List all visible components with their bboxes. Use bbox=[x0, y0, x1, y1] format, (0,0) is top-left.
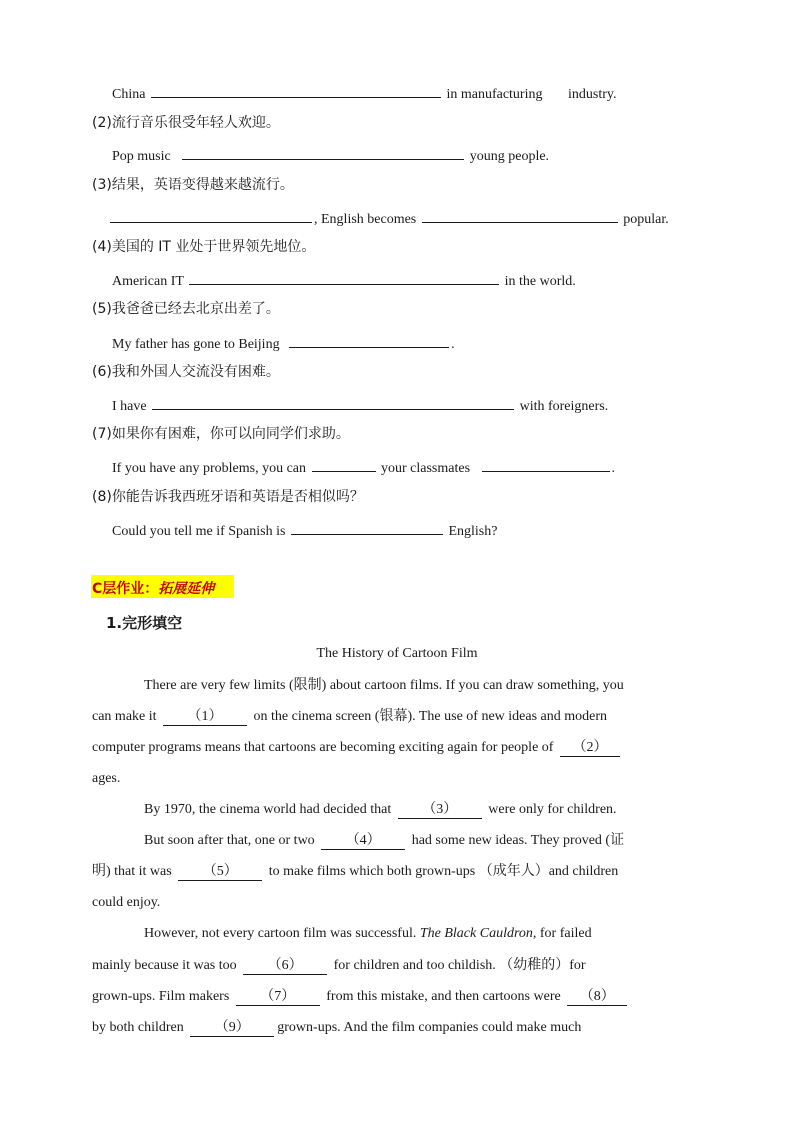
passage-text: computer programs means that cartoons are becoming exciting again for people of bbox=[92, 740, 554, 755]
q4-text-a: American IT bbox=[112, 274, 184, 289]
q8-chinese: (8)你能告诉我西班牙语和英语是否相似吗？ bbox=[92, 489, 364, 505]
passage-text: grown-ups. And the film companies could make much bbox=[277, 1020, 582, 1035]
q7-text-a: If you have any problems, you can bbox=[112, 461, 306, 476]
section-c-label: C层作业： bbox=[92, 581, 159, 597]
q3-answer-line bbox=[108, 208, 669, 229]
answer-blank[interactable] bbox=[182, 145, 464, 160]
passage-text: were only for children. bbox=[488, 802, 617, 817]
q8-text-a: Could you tell me if Spanish is bbox=[112, 524, 286, 539]
q2-answer-line bbox=[112, 145, 549, 166]
answer-blank[interactable] bbox=[289, 333, 449, 348]
passage-text: mainly because it was too bbox=[92, 958, 237, 973]
q4-answer-line bbox=[112, 270, 576, 291]
passage-text: from this mistake, and then cartoons were bbox=[326, 989, 561, 1004]
q6-answer-line bbox=[112, 395, 608, 416]
q6-text-a: I have bbox=[112, 399, 147, 414]
q5-text-a: My father has gone to Beijing bbox=[112, 337, 280, 352]
passage-line bbox=[92, 957, 586, 975]
passage-text: can make it bbox=[92, 709, 157, 724]
blank-9[interactable]: （9） bbox=[190, 1020, 274, 1037]
q1-text-b: in manufacturing bbox=[446, 87, 543, 102]
cloze-heading: 1.完形填空 bbox=[106, 614, 183, 632]
passage-text: There are very few limits (限制) about cartoon films. If you can draw something, you bbox=[144, 678, 624, 693]
answer-blank[interactable] bbox=[291, 520, 443, 535]
blank-3[interactable]: （3） bbox=[398, 802, 482, 819]
passage-line bbox=[92, 863, 618, 881]
passage-text: By 1970, the cinema world had decided that bbox=[144, 802, 392, 817]
passage-text: 明) that it was bbox=[92, 864, 172, 879]
q5-text-b: . bbox=[451, 337, 455, 352]
q3-chinese: (3)结果，英语变得越来越流行。 bbox=[92, 177, 294, 193]
q8-answer-line bbox=[112, 520, 497, 541]
passage-text: , for failed bbox=[532, 926, 592, 941]
q3-text-a: , English becomes bbox=[314, 212, 417, 227]
answer-blank[interactable] bbox=[312, 457, 376, 472]
q7-text-b: your classmates bbox=[381, 461, 471, 476]
passage-line bbox=[144, 832, 624, 850]
passage-line bbox=[92, 739, 623, 757]
blank-4[interactable]: （4） bbox=[321, 833, 405, 850]
answer-blank[interactable] bbox=[110, 208, 312, 223]
answer-blank[interactable] bbox=[152, 395, 514, 410]
q8-text-b: English? bbox=[448, 524, 498, 539]
q4-text-b: in the world. bbox=[504, 274, 576, 289]
q2-text-b: young people. bbox=[469, 149, 550, 164]
passage-text: could enjoy. bbox=[92, 895, 161, 910]
passage-line bbox=[92, 1019, 581, 1037]
q1-text-a: China bbox=[112, 87, 146, 102]
q7-chinese: (7)如果你有困难，你可以向同学们求助。 bbox=[92, 426, 350, 442]
passage-line bbox=[92, 770, 120, 788]
passage-text: on the cinema screen (银幕). The use of new ideas and modern bbox=[253, 709, 608, 724]
q4-chinese: (4)美国的 IT 业处于世界领先地位。 bbox=[92, 239, 316, 255]
section-c-rest: 拓展延伸 bbox=[158, 581, 215, 597]
q5-chinese: (5)我爸爸已经去北京出差了。 bbox=[92, 301, 280, 317]
film-title: The Black Cauldron bbox=[419, 926, 533, 941]
blank-7[interactable]: （7） bbox=[236, 989, 320, 1006]
blank-5[interactable]: （5） bbox=[178, 864, 262, 881]
passage-line bbox=[92, 894, 160, 912]
passage-line bbox=[92, 708, 607, 726]
passage-title: The History of Cartoon Film bbox=[316, 646, 478, 661]
blank-2[interactable]: （2） bbox=[560, 740, 620, 757]
passage-text: to make films which both grown-ups （成年人）and children bbox=[268, 864, 619, 879]
q7-text-c: . bbox=[611, 461, 616, 476]
answer-blank[interactable] bbox=[422, 208, 618, 223]
q2-chinese: (2)流行音乐很受年轻人欢迎。 bbox=[92, 115, 280, 131]
passage-text: grown-ups. Film makers bbox=[92, 989, 230, 1004]
passage-line bbox=[144, 677, 624, 695]
blank-8[interactable]: （8） bbox=[567, 989, 627, 1006]
q1-text-c: industry. bbox=[567, 87, 617, 102]
passage-text: However, not every cartoon film was successful. bbox=[144, 926, 417, 941]
blank-1[interactable]: （1） bbox=[163, 709, 247, 726]
q6-chinese: (6)我和外国人交流没有困难。 bbox=[92, 364, 280, 380]
answer-blank[interactable] bbox=[189, 270, 499, 285]
passage-line bbox=[144, 801, 617, 819]
passage-text: ages. bbox=[92, 771, 121, 786]
passage-text: had some new ideas. They proved (证 bbox=[411, 833, 625, 848]
passage-text: by both children bbox=[92, 1020, 184, 1035]
q7-answer-line bbox=[112, 457, 615, 478]
section-c-heading bbox=[92, 578, 214, 598]
q2-text-a: Pop music bbox=[112, 149, 171, 164]
passage-text: But soon after that, one or two bbox=[144, 833, 315, 848]
blank-6[interactable]: （6） bbox=[243, 958, 327, 975]
passage-line bbox=[92, 988, 630, 1006]
passage-line bbox=[144, 925, 592, 943]
q3-text-b: popular. bbox=[623, 212, 669, 227]
q1-answer-line bbox=[112, 83, 616, 104]
q5-answer-line bbox=[112, 333, 455, 354]
q6-text-b: with foreigners. bbox=[519, 399, 609, 414]
passage-text: for children and too childish. （幼稚的）for bbox=[333, 958, 586, 973]
answer-blank[interactable] bbox=[482, 457, 610, 472]
answer-blank[interactable] bbox=[151, 83, 441, 98]
